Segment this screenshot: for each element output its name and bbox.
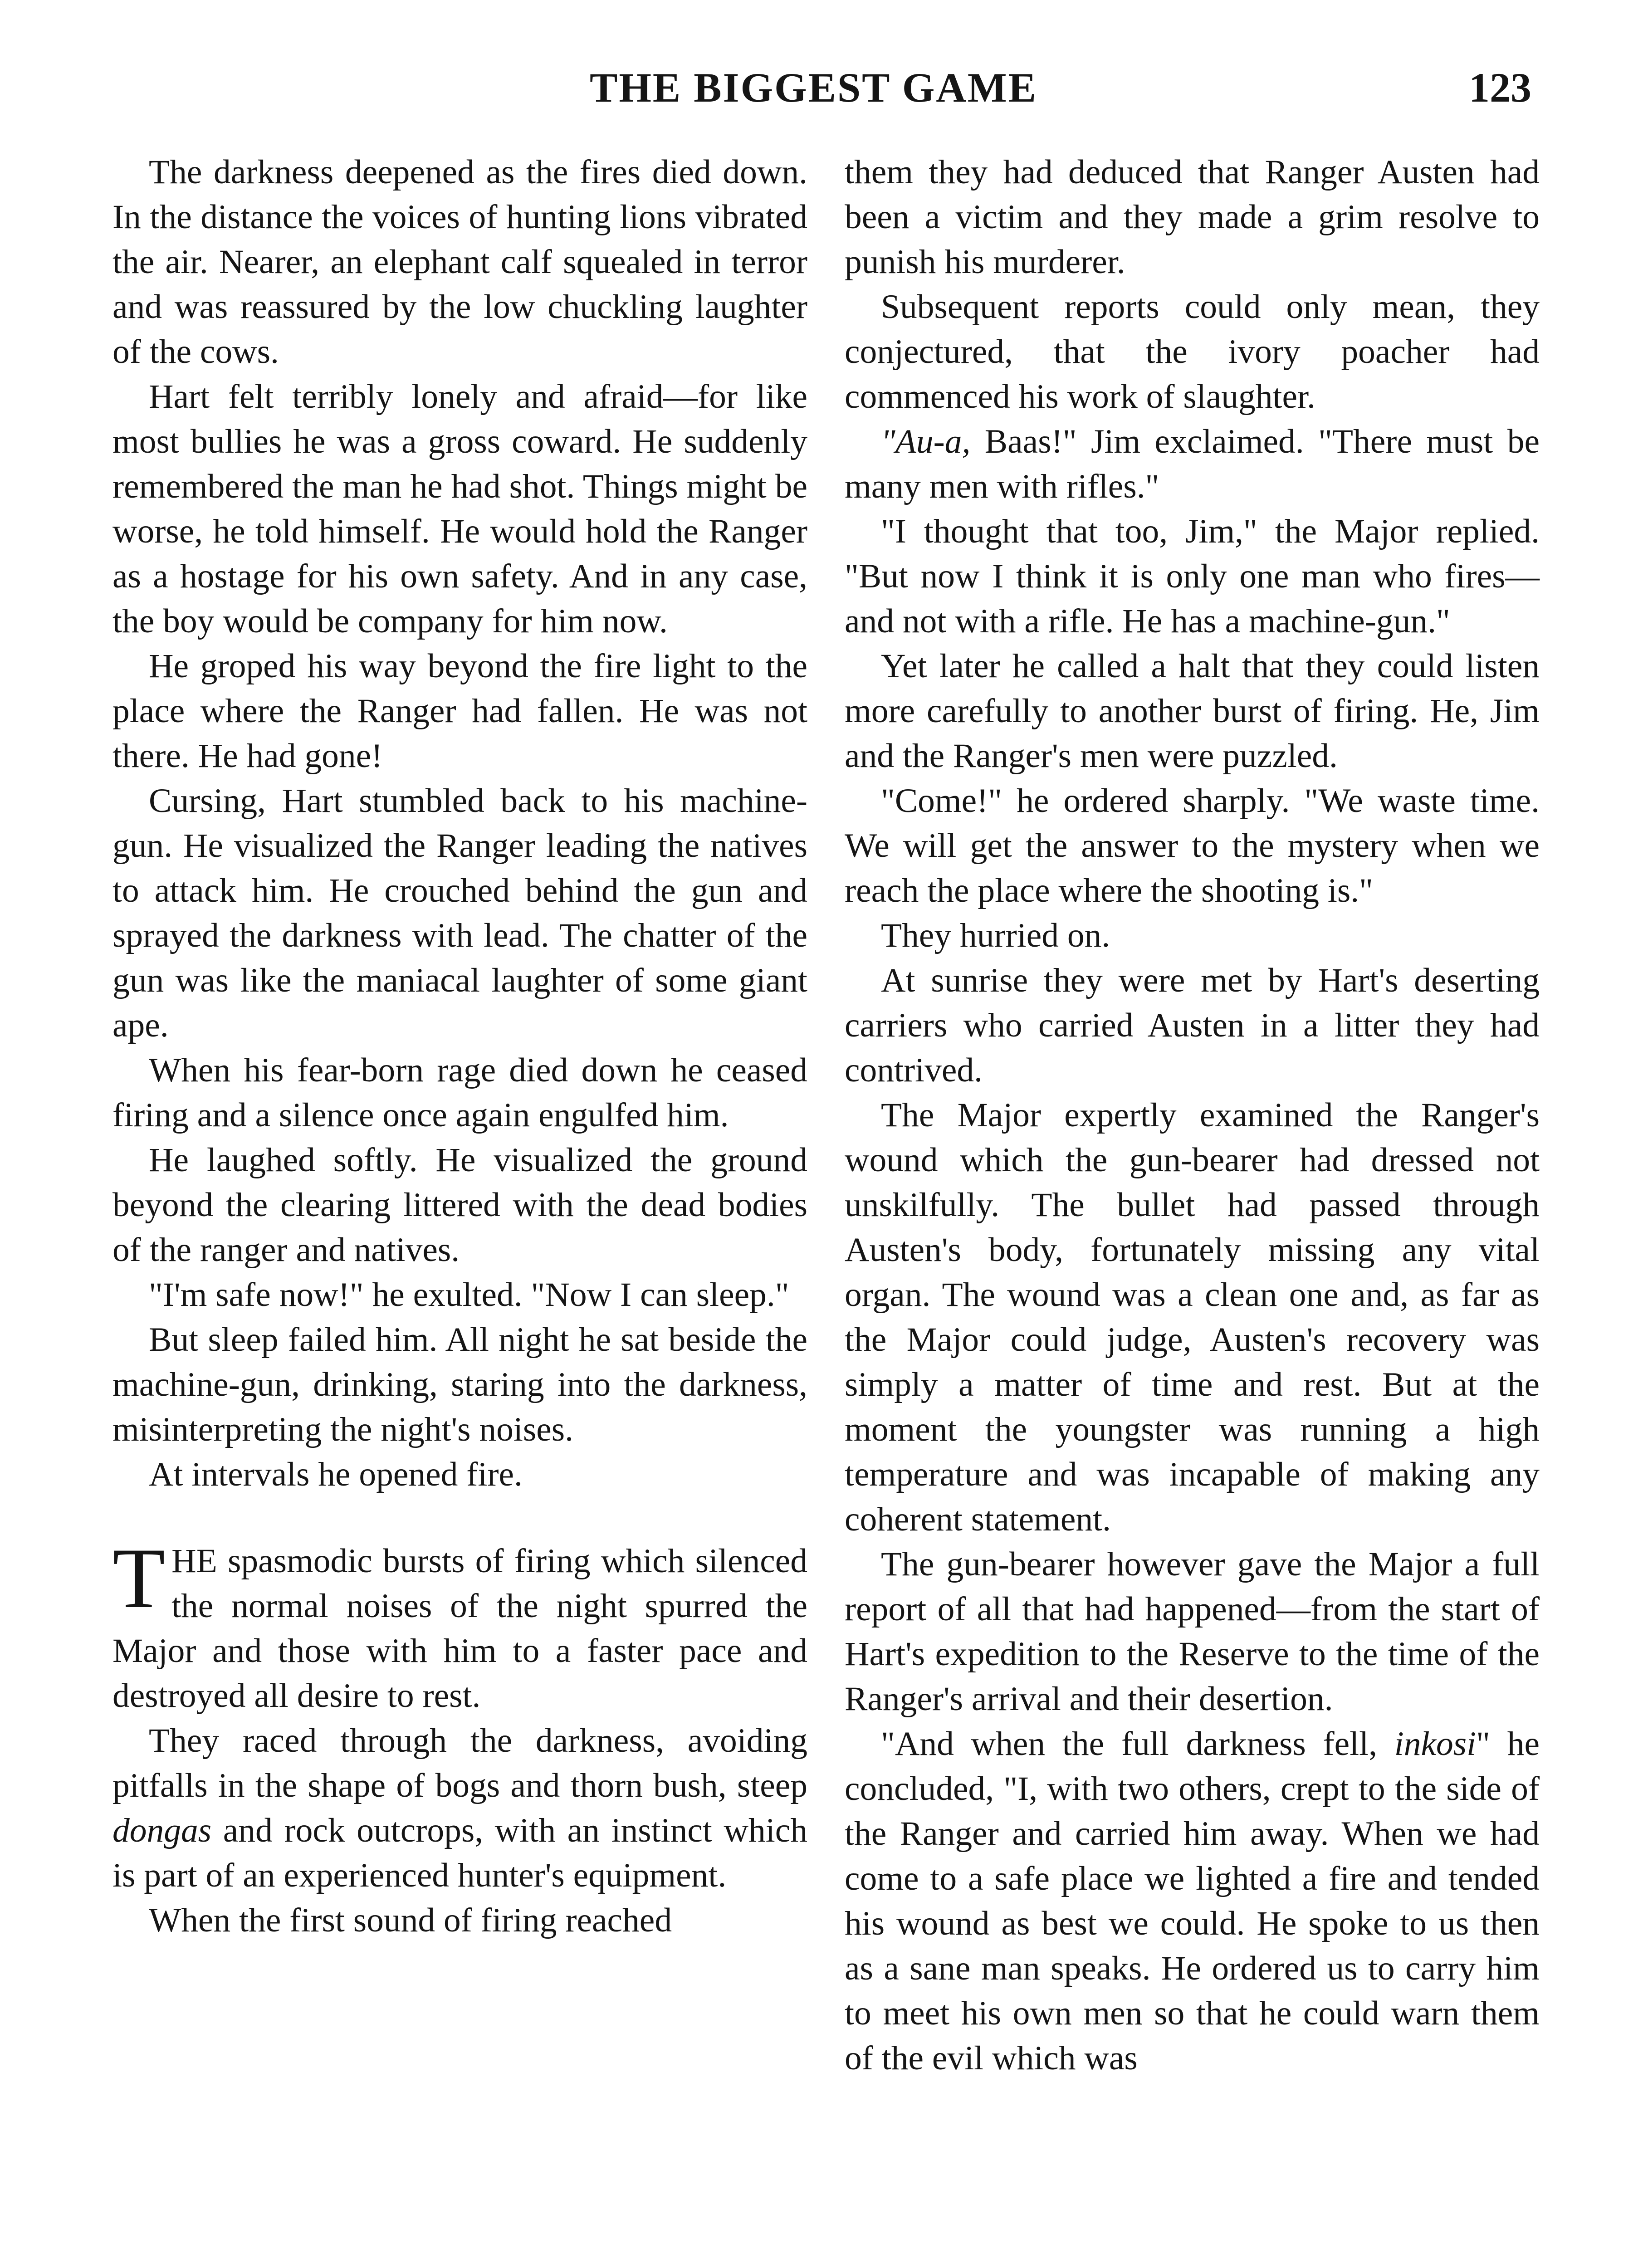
paragraph: "I thought that too, Jim," the Major replied. "But now I think it is only one man who fires—and not with a rifle. He has a machine-gun." xyxy=(845,513,1540,640)
paragraph-continued: them they had deduced that Ranger Austen had been a victim and they made a grim resolve to punish his murderer. xyxy=(845,153,1540,281)
paragraph: "Come!" he ordered sharply. "We waste time. We will get the answer to the mystery when we reach the place where the shooting is." xyxy=(845,782,1540,909)
left-column xyxy=(112,150,807,1943)
paragraph-text: and rock outcrops, with an instinct which is part of an experienced hunter's equipment. xyxy=(112,1812,807,1894)
italic-term: inkosi xyxy=(1394,1725,1477,1763)
paragraph: The darkness deepened as the fires died down. In the distance the voices of hunting lions vibrated the air. Nearer, an elephant calf squealed in terror and was reassured by the low chuckling laughter of the cows. xyxy=(112,153,807,371)
paragraph: "I'm safe now!" he exulted. "Now I can sleep." xyxy=(149,1276,789,1314)
paragraph: At intervals he opened fire. xyxy=(149,1456,523,1493)
paragraph-text: Baas!" Jim exclaimed. "There must be many men with rifles." xyxy=(845,423,1540,505)
paragraph-text: They raced through the darkness, avoiding pitfalls in the shape of bogs and thorn bush, steep xyxy=(112,1722,807,1804)
paragraph: Yet later he called a halt that they could listen more carefully to another burst of firing. He, Jim and the Ranger's men were puzzled. xyxy=(845,647,1540,775)
italic-term: dongas xyxy=(112,1812,212,1849)
paragraph: Cursing, Hart stumbled back to his machine-gun. He visualized the Ranger leading the natives to attack him. He crouched behind the gun and sprayed the darkness with lead. The chatter of the gun was like the maniacal laughter of some giant ape. xyxy=(112,782,807,1044)
paragraph: He laughed softly. He visualized the ground beyond the clearing littered with the dead bodies of the ranger and natives. xyxy=(112,1141,807,1269)
paragraph xyxy=(845,1721,1540,2081)
paragraph: He groped his way beyond the fire light to the place where the Ranger had fallen. He was not there. He had gone! xyxy=(112,647,807,775)
paragraph: The gun-bearer however gave the Major a full report of all that had happened—from the start of Hart's expedition to the Reserve to the time of the Ranger's arrival and their desertion. xyxy=(845,1545,1540,1718)
paragraph: But sleep failed him. All night he sat beside the machine-gun, drinking, staring into the darkness, misinterpreting the night's noises. xyxy=(112,1321,807,1448)
running-title: THE BIGGEST GAME xyxy=(590,64,1038,111)
paragraph: At sunrise they were met by Hart's deserting carriers who carried Austen in a litter they had contrived. xyxy=(845,962,1540,1089)
paragraph xyxy=(112,1718,807,1898)
page-number: 123 xyxy=(1469,64,1531,111)
paragraph: The Major expertly examined the Ranger's wound which the gun-bearer had dressed not unskilfully. The bullet had passed through Austen's body, fortunately missing any vital organ. The wound was a clean one and, as far as the Major could judge, Austen's recovery was simply a matter of time and rest. But at the moment the youngster was running a high temperature and was incapable of making any coherent statement. xyxy=(845,1096,1540,1538)
paragraph: They hurried on. xyxy=(881,917,1110,954)
italic-term: "Au-a, xyxy=(881,423,971,460)
paragraph-text: " he concluded, "I, with two others, crept to the side of the Ranger and carried him away. When we had come to a safe place we lighted a fire and tended his wound as best we could. He spoke to us then as a sane man speaks. He ordered us to carry him to meet his own men so that he could warn them of the evil which was xyxy=(845,1725,1540,2077)
drop-cap: T xyxy=(112,1531,166,1626)
paragraph-text: "And when the full darkness fell, xyxy=(881,1725,1394,1763)
paragraph-text: HE spasmodic bursts of firing which silenced the normal noises of the night spurred the Major and those with him to a faster pace and destroyed all desire to rest. xyxy=(112,1542,807,1715)
paragraph xyxy=(845,419,1540,509)
paragraph: When his fear-born rage died down he ceased firing and a silence once again engulfed him. xyxy=(112,1051,807,1134)
section-opening-paragraph xyxy=(112,1531,807,1718)
paragraph: Subsequent reports could only mean, they conjectured, that the ivory poacher had commenced his work of slaughter. xyxy=(845,288,1540,415)
right-column xyxy=(845,150,1540,2081)
page-header xyxy=(0,64,1643,136)
paragraph: When the first sound of firing reached xyxy=(149,1901,672,1939)
paragraph: Hart felt terribly lonely and afraid—for like most bullies he was a gross coward. He suddenly remembered the man he had shot. Things might be worse, he told himself. He would hold the Ranger as a hostage for his own safety. And in any case, the boy would be company for him now. xyxy=(112,378,807,640)
